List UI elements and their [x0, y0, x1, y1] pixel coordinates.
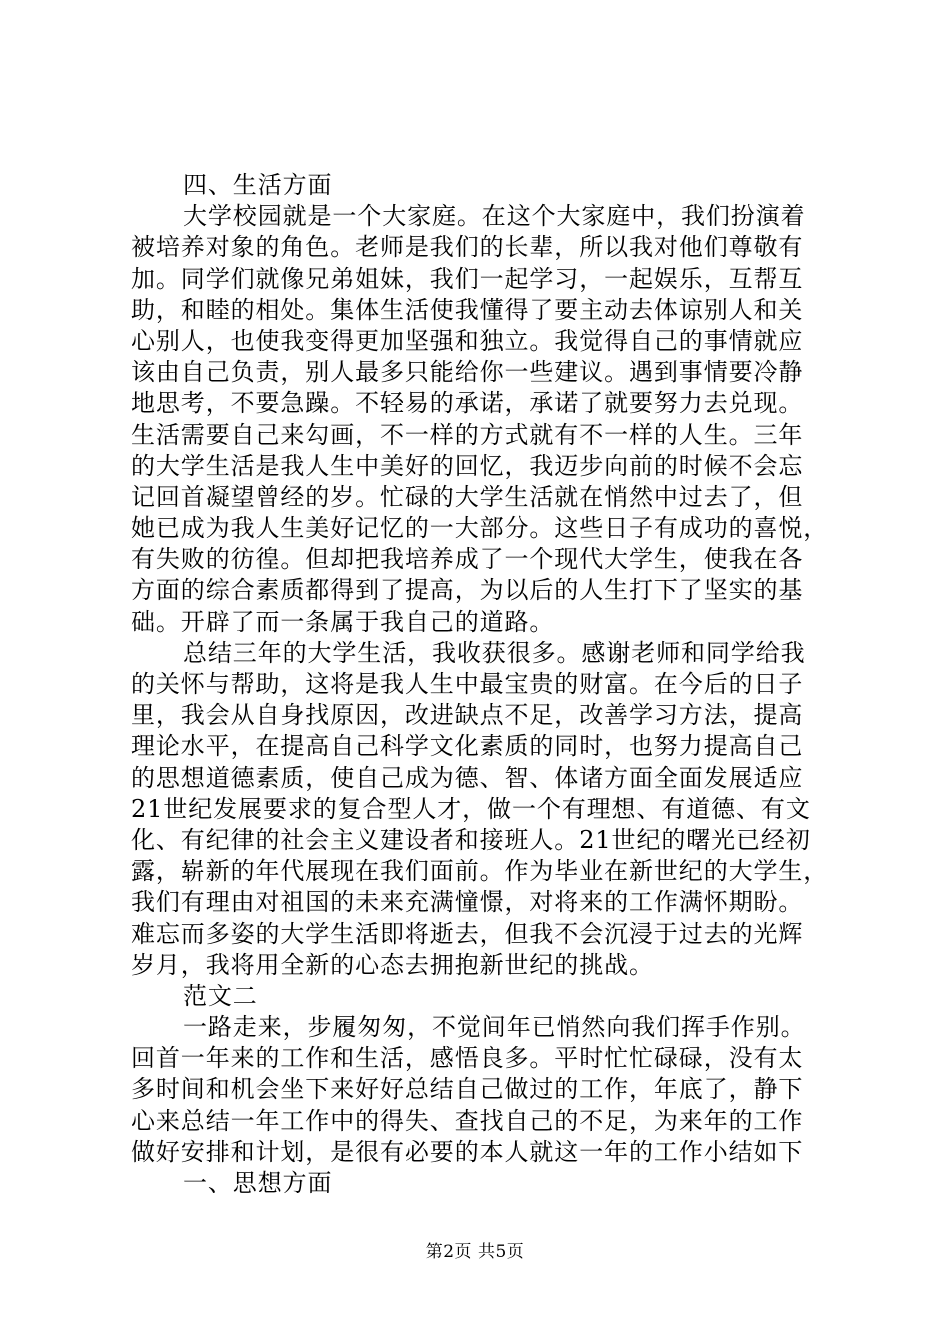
paragraph-line: 回首一年来的工作和生活，感悟良多。平时忙忙碌碌，没有太 — [131, 1044, 804, 1073]
document-body — [131, 170, 831, 1199]
page-number-footer: 第2页 共5页 — [425, 1242, 525, 1262]
section-heading-sample-two: 范文二 — [183, 981, 258, 1010]
paragraph-line: 化、有纪律的社会主义建设者和接班人。21世纪的曙光已经初 — [131, 825, 811, 854]
paragraph-line: 难忘而多姿的大学生活即将逝去，但我不会沉浸于过去的光辉 — [131, 919, 804, 948]
paragraph-line: 心别人，也使我变得更加坚强和独立。我觉得自己的事情就应 — [131, 326, 804, 355]
paragraph-line: 岁月，我将用全新的心态去拥抱新世纪的挑战。 — [131, 950, 654, 979]
paragraph-line: 有失败的彷徨。但却把我培养成了一个现代大学生，使我在各 — [131, 545, 804, 574]
paragraph-line: 的思想道德素质，使自己成为德、智、体诸方面全面发展适应 — [131, 763, 804, 792]
paragraph-line: 方面的综合素质都得到了提高，为以后的人生打下了坚实的基 — [131, 576, 804, 605]
paragraph-line: 该由自己负责，别人最多只能给你一些建议。遇到事情要冷静 — [131, 358, 804, 387]
paragraph-line: 理论水平，在提高自己科学文化素质的同时，也努力提高自己 — [131, 732, 804, 761]
paragraph-line: 大学校园就是一个大家庭。在这个大家庭中，我们扮演着 — [183, 202, 806, 231]
section-heading-thought: 一、思想方面 — [183, 1169, 333, 1197]
paragraph-line: 一路走来，步履匆匆，不觉间年已悄然向我们挥手作别。 — [183, 1013, 806, 1042]
paragraph-line: 的大学生活是我人生中美好的回忆，我迈步向前的时候不会忘 — [131, 451, 804, 480]
paragraph-line: 露，崭新的年代展现在我们面前。作为毕业在新世纪的大学生， — [131, 857, 829, 886]
paragraph-line: 我们有理由对祖国的未来充满憧憬，对将来的工作满怀期盼。 — [131, 888, 804, 917]
section-heading-life: 四、生活方面 — [183, 171, 333, 199]
paragraph-line: 21世纪发展要求的复合型人才，做一个有理想、有道德、有文 — [131, 794, 811, 823]
paragraph-line: 生活需要自己来勾画，不一样的方式就有不一样的人生。三年 — [131, 420, 804, 449]
paragraph-line: 础。开辟了而一条属于我自己的道路。 — [131, 607, 555, 636]
paragraph-line: 的关怀与帮助，这将是我人生中最宝贵的财富。在今后的日子 — [131, 670, 804, 698]
paragraph-line: 里，我会从自身找原因，改进缺点不足，改善学习方法，提高 — [131, 701, 804, 730]
paragraph-line: 助，和睦的相处。集体生活使我懂得了要主动去体谅别人和关 — [131, 295, 804, 324]
paragraph-line: 做好安排和计划，是很有必要的本人就这一年的工作小结如下 — [131, 1137, 804, 1166]
paragraph-line: 心来总结一年工作中的得失、查找自己的不足，为来年的工作 — [131, 1106, 804, 1135]
paragraph-line: 记回首凝望曾经的岁。忙碌的大学生活就在悄然中过去了，但 — [131, 482, 804, 511]
paragraph-line: 多时间和机会坐下来好好总结自己做过的工作，年底了，静下 — [131, 1075, 804, 1104]
paragraph-line: 总结三年的大学生活，我收获很多。感谢老师和同学给我 — [183, 638, 806, 667]
paragraph-line: 加。同学们就像兄弟姐妹，我们一起学习，一起娱乐，互帮互 — [131, 264, 804, 293]
paragraph-line: 被培养对象的角色。老师是我们的长辈，所以我对他们尊敬有 — [131, 233, 804, 262]
paragraph-line: 地思考，不要急躁。不轻易的承诺，承诺了就要努力去兑现。 — [131, 389, 804, 418]
paragraph-line: 她已成为我人生美好记忆的一大部分。这些日子有成功的喜悦， — [131, 514, 829, 543]
